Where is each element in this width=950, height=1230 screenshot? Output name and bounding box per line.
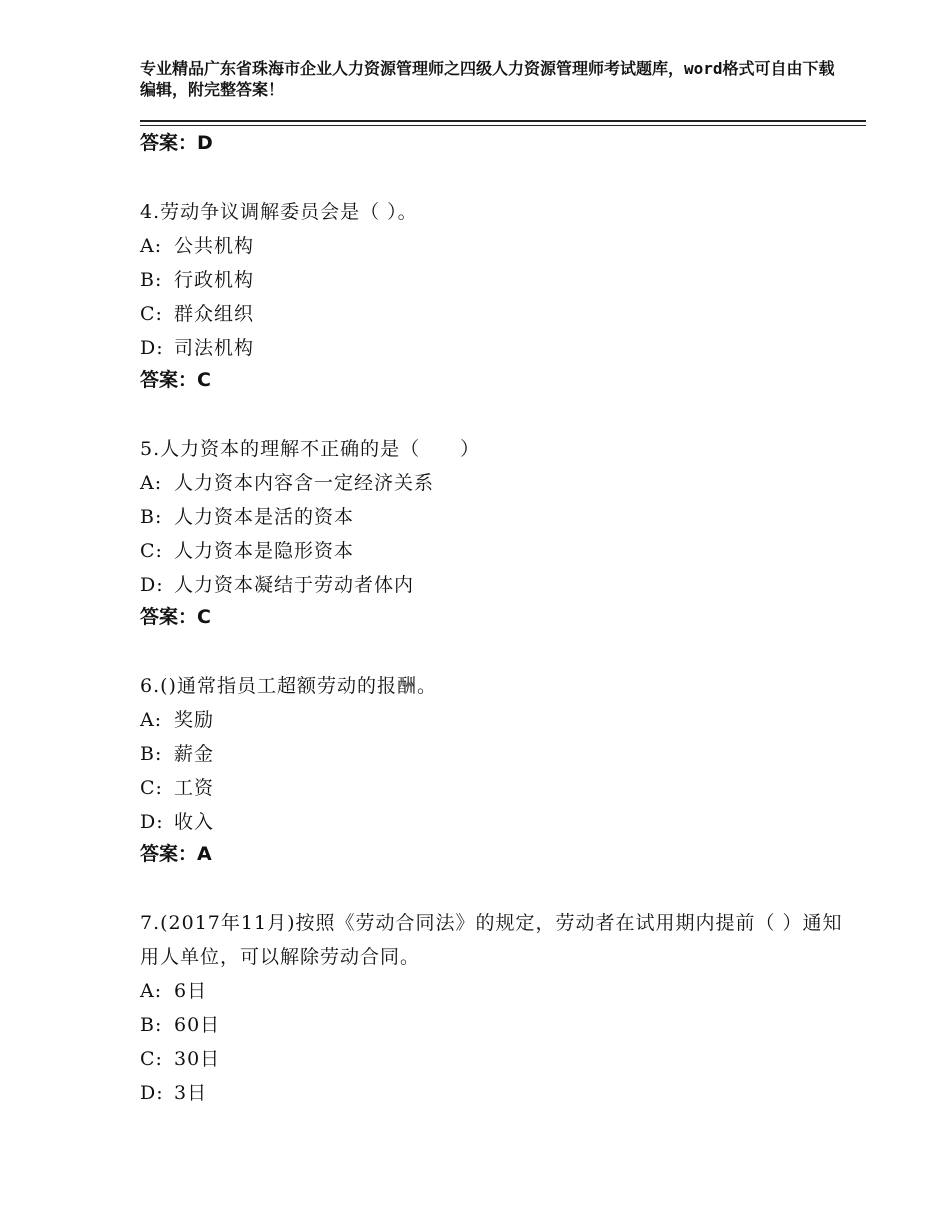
option-d [140,1076,860,1110]
option-text: 工资 [174,777,215,799]
option-c [140,1042,860,1076]
option-b [140,500,860,534]
option-c [140,771,860,805]
option-text: 人力资本内容含一定经济关系 [174,472,435,494]
question-4 [140,195,860,395]
option-b [140,1008,860,1042]
option-letter: D: [140,574,164,596]
document-body [140,128,860,1110]
option-text: 公共机构 [174,235,255,257]
question-stem: 6.()通常指员工超额劳动的报酬。 [140,675,437,697]
option-text: 人力资本凝结于劳动者体内 [174,574,415,596]
option-text: 薪金 [174,743,215,765]
question-7 [140,906,860,1110]
option-a [140,229,860,263]
option-b [140,737,860,771]
option-letter: A: [140,235,163,257]
option-letter: C: [140,1048,163,1070]
option-text: 30日 [174,1048,221,1070]
option-letter: B: [140,1014,163,1036]
option-text: 60日 [174,1014,221,1036]
question-6 [140,669,860,869]
question-stem: 5.人力资本的理解不正确的是（ ） [140,438,481,460]
option-text: 收入 [174,811,215,833]
option-text: 人力资本是活的资本 [174,506,355,528]
option-letter: C: [140,777,163,799]
option-letter: B: [140,269,163,291]
question-stem: 7.(2017年11月)按照《劳动合同法》的规定，劳动者在试用期内提前（ ）通知用人单位，可以解除劳动合同。 [140,912,843,968]
option-a [140,974,860,1008]
option-letter: B: [140,743,163,765]
question-answer: 答案：C [140,369,211,391]
option-text: 奖励 [174,709,215,731]
option-text: 人力资本是隐形资本 [174,540,355,562]
option-letter: C: [140,540,163,562]
page-header: 专业精品广东省珠海市企业人力资源管理师之四级人力资源管理师考试题库，word格式可自由下载编辑，附完整答案！ [140,59,835,99]
option-text: 群众组织 [174,303,255,325]
option-text: 3日 [174,1082,208,1104]
option-letter: A: [140,980,163,1002]
previous-answer: 答案：D [140,132,213,154]
option-d [140,805,860,839]
option-text: 行政机构 [174,269,255,291]
header-divider [140,120,866,126]
option-letter: A: [140,472,163,494]
option-letter: D: [140,811,164,833]
question-stem: 4.劳动争议调解委员会是（ ）。 [140,201,418,223]
option-letter: B: [140,506,163,528]
option-d [140,568,860,602]
option-d [140,331,860,365]
option-b [140,263,860,297]
option-c [140,534,860,568]
option-letter: C: [140,303,163,325]
option-a [140,466,860,500]
question-answer: 答案：C [140,606,211,628]
option-letter: D: [140,337,164,359]
option-text: 司法机构 [174,337,255,359]
option-c [140,297,860,331]
question-answer: 答案：A [140,843,212,865]
option-a [140,703,860,737]
option-letter: A: [140,709,163,731]
option-letter: D: [140,1082,164,1104]
question-5 [140,432,860,632]
option-text: 6日 [174,980,208,1002]
